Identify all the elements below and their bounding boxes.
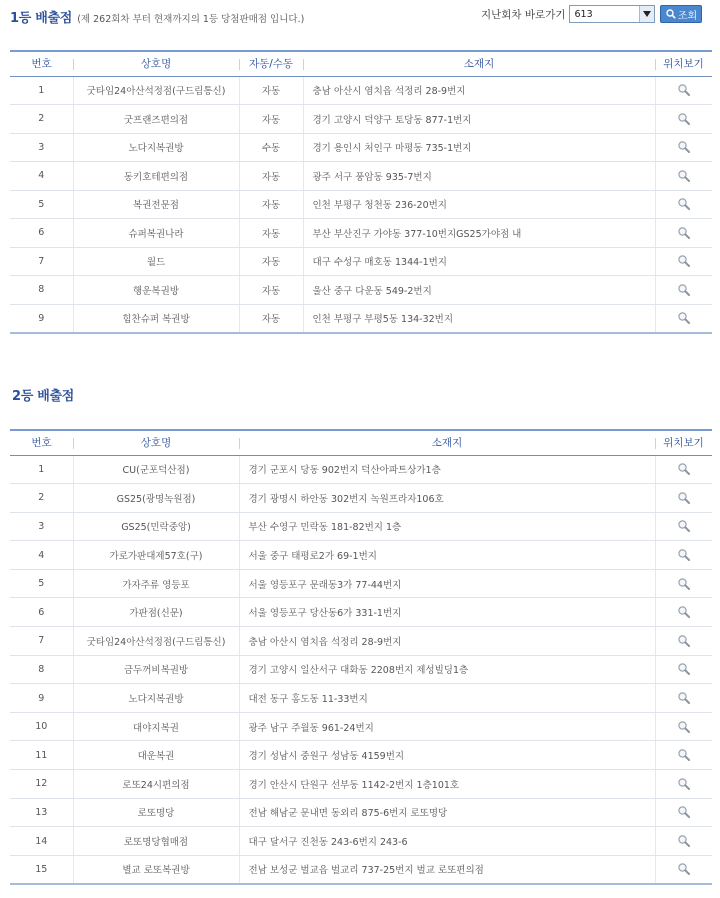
table-row: [10, 276, 712, 305]
store-address: 충남 아산시 염치읍 석정리 28-9번지: [239, 627, 655, 656]
row-number: 1: [10, 76, 73, 105]
location-cell: [655, 655, 712, 684]
auto-manual: 자동: [239, 162, 303, 191]
magnifier-icon[interactable]: [677, 142, 691, 153]
magnifier-icon[interactable]: [677, 635, 691, 646]
col-location: 위치보기: [655, 51, 712, 76]
chevron-down-icon[interactable]: [639, 6, 654, 22]
store-address: 인천 부평구 부평5동 134-32번지: [303, 304, 655, 333]
store-address: 인천 부평구 청천동 236-20번지: [303, 190, 655, 219]
row-number: 7: [10, 247, 73, 276]
section-2nd-title: 2등 배출점: [12, 389, 75, 404]
col-number: 번호: [10, 51, 73, 76]
location-cell: [655, 162, 712, 191]
store-name: GS25(광명녹원점): [73, 484, 239, 513]
magnifier-icon[interactable]: [677, 199, 691, 210]
row-number: 7: [10, 627, 73, 656]
row-number: 9: [10, 684, 73, 713]
store-address: 부산 부산진구 가야동 377-10번지GS25가야점 내: [303, 219, 655, 248]
table-row: [10, 484, 712, 513]
store-address: 경기 용인시 처인구 마평동 735-1번지: [303, 133, 655, 162]
location-cell: [655, 598, 712, 627]
store-name: 노다지복권방: [73, 684, 239, 713]
location-cell: [655, 770, 712, 799]
location-cell: [655, 76, 712, 105]
row-number: 9: [10, 304, 73, 333]
row-number: 8: [10, 655, 73, 684]
row-number: 12: [10, 770, 73, 799]
auto-manual: 자동: [239, 190, 303, 219]
magnifier-icon[interactable]: [677, 284, 691, 295]
store-name: 굿프랜즈편의점: [73, 105, 239, 134]
location-cell: [655, 684, 712, 713]
store-address: 대전 동구 홍도동 11-33번지: [239, 684, 655, 713]
search-button[interactable]: [660, 5, 702, 23]
location-cell: [655, 247, 712, 276]
store-name: 가자주류 영등포: [73, 569, 239, 598]
store-name: CU(군포덕산점): [73, 455, 239, 484]
magnifier-icon[interactable]: [677, 664, 691, 675]
table-row: [10, 627, 712, 656]
table-row: [10, 76, 712, 105]
store-address: 대구 달서구 진천동 243-6번지 243-6: [239, 827, 655, 856]
row-number: 5: [10, 569, 73, 598]
auto-manual: 자동: [239, 105, 303, 134]
location-cell: [655, 133, 712, 162]
table-row: [10, 190, 712, 219]
magnifier-icon[interactable]: [677, 313, 691, 324]
store-name: 금두꺼비복권방: [73, 655, 239, 684]
magnifier-icon[interactable]: [677, 836, 691, 847]
store-name: 로또명당: [73, 798, 239, 827]
location-cell: [655, 827, 712, 856]
search-icon: [666, 9, 676, 19]
magnifier-icon[interactable]: [677, 807, 691, 818]
row-number: 6: [10, 598, 73, 627]
magnifier-icon[interactable]: [677, 578, 691, 589]
location-cell: [655, 105, 712, 134]
row-number: 13: [10, 798, 73, 827]
store-name: 월드: [73, 247, 239, 276]
col-store-name: 상호명: [73, 51, 239, 76]
row-number: 6: [10, 219, 73, 248]
row-number: 8: [10, 276, 73, 305]
row-number: 15: [10, 855, 73, 884]
table-row: [10, 247, 712, 276]
table-row: [10, 684, 712, 713]
table-row: [10, 598, 712, 627]
table-row: [10, 569, 712, 598]
store-address: 광주 남구 주월동 961-24번지: [239, 712, 655, 741]
location-cell: [655, 855, 712, 884]
store-name: 별교 로또복권방: [73, 855, 239, 884]
magnifier-icon[interactable]: [677, 750, 691, 761]
section-1st-title: 1등 배출점: [10, 11, 73, 26]
store-address: 전남 해남군 문내면 동외리 875-6번지 로또명당: [239, 798, 655, 827]
store-name: 대야지복권: [73, 712, 239, 741]
store-name: 노다지복권방: [73, 133, 239, 162]
row-number: 1: [10, 455, 73, 484]
magnifier-icon[interactable]: [677, 607, 691, 618]
store-name: 복권전문점: [73, 190, 239, 219]
location-cell: [655, 798, 712, 827]
auto-manual: 자동: [239, 276, 303, 305]
store-name: 가판점(신문): [73, 598, 239, 627]
store-name: 굿타임24아산석정점(구드림통신): [73, 627, 239, 656]
store-address: 서울 영등포구 문래동3가 77-44번지: [239, 569, 655, 598]
magnifier-icon[interactable]: [677, 550, 691, 561]
location-cell: [655, 741, 712, 770]
magnifier-icon[interactable]: [677, 721, 691, 732]
store-name: 동키호테편의점: [73, 162, 239, 191]
store-address: 울산 중구 다운동 549-2번지: [303, 276, 655, 305]
store-address: 서울 중구 태평로2가 69-1번지: [239, 541, 655, 570]
magnifier-icon[interactable]: [677, 113, 691, 124]
section-1st-header: [10, 7, 304, 27]
table-header-row: [10, 430, 712, 455]
location-cell: [655, 304, 712, 333]
location-cell: [655, 627, 712, 656]
magnifier-icon[interactable]: [677, 170, 691, 181]
magnifier-icon[interactable]: [677, 693, 691, 704]
row-number: 3: [10, 133, 73, 162]
store-name: 로또24시편의점: [73, 770, 239, 799]
col-address: 소재지: [303, 51, 655, 76]
table-row: [10, 512, 712, 541]
table-row: [10, 827, 712, 856]
store-address: 경기 고양시 일산서구 대화동 2208번지 제성빌딩1층: [239, 655, 655, 684]
magnifier-icon[interactable]: [677, 778, 691, 789]
second-prize-table: [10, 429, 712, 885]
magnifier-icon[interactable]: [677, 85, 691, 96]
table-row: [10, 455, 712, 484]
magnifier-icon[interactable]: [677, 256, 691, 267]
store-address: 경기 고양시 덕양구 토당동 877-1번지: [303, 105, 655, 134]
store-name: 행운복권방: [73, 276, 239, 305]
location-cell: [655, 455, 712, 484]
store-address: 충남 아산시 염치읍 석정리 28-9번지: [303, 76, 655, 105]
row-number: 3: [10, 512, 73, 541]
col-auto-manual: 자동/수동: [239, 51, 303, 76]
store-address: 서울 영등포구 당산동6가 331-1번지: [239, 598, 655, 627]
store-name: 힘찬슈퍼 복권방: [73, 304, 239, 333]
store-address: 경기 군포시 당동 902번지 덕산아파트상가1층: [239, 455, 655, 484]
search-button-label: 조회: [677, 10, 698, 22]
row-number: 2: [10, 484, 73, 513]
magnifier-icon[interactable]: [677, 521, 691, 532]
table-row: [10, 219, 712, 248]
table-row: [10, 105, 712, 134]
table-row: [10, 655, 712, 684]
store-address: 경기 안산시 단원구 선부동 1142-2번지 1층101호: [239, 770, 655, 799]
auto-manual: 수동: [239, 133, 303, 162]
row-number: 5: [10, 190, 73, 219]
location-cell: [655, 190, 712, 219]
store-address: 경기 성남시 중원구 성남동 4159번지: [239, 741, 655, 770]
row-number: 2: [10, 105, 73, 134]
table-row: [10, 133, 712, 162]
auto-manual: 자동: [239, 247, 303, 276]
table-header-row: [10, 51, 712, 76]
magnifier-icon[interactable]: [677, 227, 691, 238]
store-name: 슈퍼복권나라: [73, 219, 239, 248]
row-number: 10: [10, 712, 73, 741]
col-store-name: 상호명: [73, 430, 239, 455]
magnifier-icon[interactable]: [677, 864, 691, 875]
col-number: 번호: [10, 430, 73, 455]
past-round-label: 지난회차 바로가기: [481, 8, 566, 21]
past-round-nav: [481, 4, 702, 24]
round-select[interactable]: [569, 5, 655, 23]
col-address: 소재지: [239, 430, 655, 455]
location-cell: [655, 541, 712, 570]
row-number: 14: [10, 827, 73, 856]
location-cell: [655, 569, 712, 598]
store-address: 광주 서구 풍암동 935-7번지: [303, 162, 655, 191]
table-row: [10, 304, 712, 333]
location-cell: [655, 219, 712, 248]
store-name: 가로가판대제57호(구): [73, 541, 239, 570]
auto-manual: 자동: [239, 304, 303, 333]
section-1st-subtitle: (제 262회차 부터 현재까지의 1등 당첨판매점 입니다.): [77, 14, 305, 25]
first-prize-table: [10, 50, 712, 334]
store-address: 대구 수성구 매호동 1344-1번지: [303, 247, 655, 276]
store-name: 로또명당협매점: [73, 827, 239, 856]
location-cell: [655, 276, 712, 305]
store-address: 경기 광명시 하안동 302번지 녹원프라자106호: [239, 484, 655, 513]
auto-manual: 자동: [239, 76, 303, 105]
table-row: [10, 855, 712, 884]
table-row: [10, 541, 712, 570]
col-location: 위치보기: [655, 430, 712, 455]
location-cell: [655, 484, 712, 513]
row-number: 11: [10, 741, 73, 770]
location-cell: [655, 512, 712, 541]
row-number: 4: [10, 162, 73, 191]
magnifier-icon[interactable]: [677, 492, 691, 503]
magnifier-icon[interactable]: [677, 464, 691, 475]
store-name: 굿타임24아산석정점(구드림통신): [73, 76, 239, 105]
table-row: [10, 798, 712, 827]
auto-manual: 자동: [239, 219, 303, 248]
table-row: [10, 712, 712, 741]
round-select-value: 613: [574, 8, 593, 20]
store-name: GS25(민락중앙): [73, 512, 239, 541]
store-name: 대운복권: [73, 741, 239, 770]
store-address: 전남 보성군 벌교읍 벌교리 737-25번지 벌교 로또편의점: [239, 855, 655, 884]
table-row: [10, 741, 712, 770]
row-number: 4: [10, 541, 73, 570]
table-row: [10, 162, 712, 191]
table-row: [10, 770, 712, 799]
location-cell: [655, 712, 712, 741]
store-address: 부산 수영구 민락동 181-82번지 1층: [239, 512, 655, 541]
